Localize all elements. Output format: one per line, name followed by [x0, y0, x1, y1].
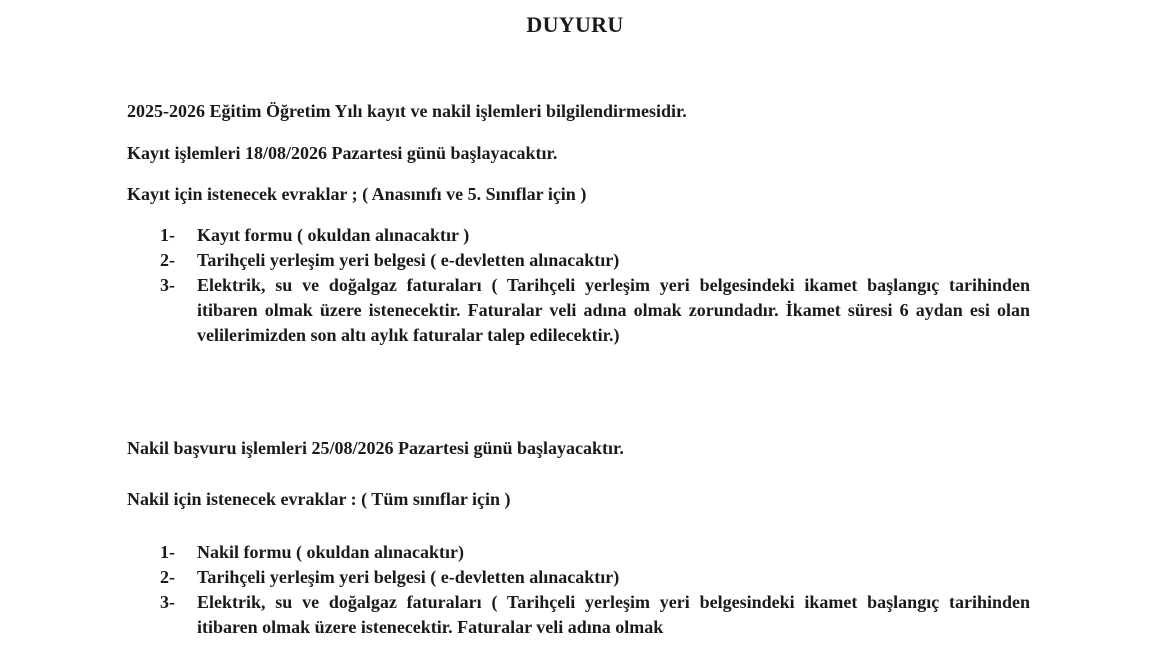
kayit-documents-list	[160, 223, 1030, 348]
list-item	[160, 565, 1030, 590]
intro-paragraph: 2025-2026 Eğitim Öğretim Yılı kayıt ve nakil işlemleri bilgilendirmesidir.	[127, 101, 687, 121]
list-item-number: 1-	[160, 225, 175, 245]
kayit-start-paragraph: Kayıt işlemleri 18/08/2026 Pazartesi günü başlayacaktır.	[127, 143, 558, 163]
list-item-number: 2-	[160, 250, 175, 270]
list-item-text: Kayıt formu ( okuldan alınacaktır )	[197, 225, 470, 245]
list-item-number: 1-	[160, 542, 175, 562]
kayit-docs-heading: Kayıt için istenecek evraklar ; ( Anasınıfı ve 5. Sınıflar için )	[127, 184, 587, 204]
list-item-text: Tarihçeli yerleşim yeri belgesi ( e-devletten alınacaktır)	[197, 250, 620, 270]
list-item	[160, 540, 1030, 565]
list-item	[160, 273, 1030, 348]
list-item-text: Nakil formu ( okuldan alınacaktır)	[197, 542, 465, 562]
list-item-text: Tarihçeli yerleşim yeri belgesi ( e-devletten alınacaktır)	[197, 567, 620, 587]
list-item-text: Elektrik, su ve doğalgaz faturaları ( Tarihçeli yerleşim yeri belgesindeki ikamet başlangıç tarihinden itibaren olmak üzere istenecektir. Faturalar veli adına olmak zorundadır. İkamet süresi 6 aydan esi olan velilerimizden son altı aylık faturalar talep edilecektir.)	[197, 275, 1030, 345]
list-item	[160, 248, 1030, 273]
nakil-docs-heading: Nakil için istenecek evraklar : ( Tüm sınıflar için )	[127, 489, 511, 509]
list-item-number: 3-	[160, 592, 175, 612]
list-item-number: 2-	[160, 567, 175, 587]
list-item	[160, 590, 1030, 640]
list-item-number: 3-	[160, 275, 175, 295]
list-item-text: Elektrik, su ve doğalgaz faturaları ( Tarihçeli yerleşim yeri belgesindeki ikamet başlangıç tarihinden itibaren olmak üzere istenecektir. Faturalar veli adına olmak	[197, 592, 1030, 637]
nakil-start-paragraph: Nakil başvuru işlemleri 25/08/2026 Pazartesi günü başlayacaktır.	[127, 438, 624, 458]
nakil-documents-list	[160, 540, 1030, 640]
document-title: DUYURU	[526, 12, 624, 37]
list-item	[160, 223, 1030, 248]
